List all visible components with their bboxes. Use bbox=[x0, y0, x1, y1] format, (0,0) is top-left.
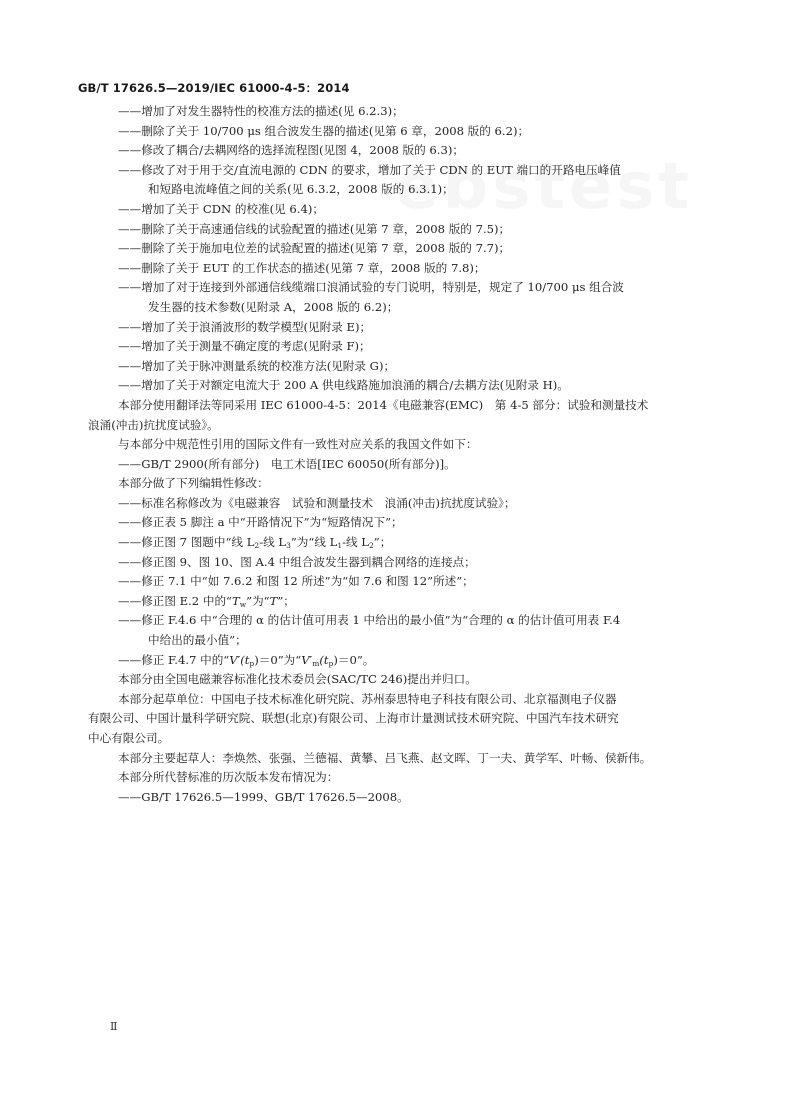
document-body bbox=[88, 102, 728, 807]
text-fragment: -线 L bbox=[259, 535, 287, 550]
subscript: w bbox=[239, 599, 247, 609]
text-fragment: ”； bbox=[277, 593, 295, 608]
paragraph: 本部分起草单位：中国电子技术标准化研究院、苏州泰思特电子科技有限公司、北京福测电子仪器 bbox=[118, 691, 617, 706]
change-item: ——增加了对于连接到外部通信线缆端口浪涌试验的专门说明，特别是，规定了 10/700 μs 组合波 bbox=[118, 280, 624, 295]
edit-item-fig7 bbox=[118, 533, 728, 553]
italic-symbol: T bbox=[231, 593, 240, 608]
edit-item: ——修正 7.1 中“如 7.6.2 和图 12 所述”为“如 7.6 和图 12”所述”； bbox=[118, 574, 474, 589]
edit-item-continuation: 中给出的最小值”； bbox=[148, 633, 247, 648]
paragraph-continuation: 中心有限公司。 bbox=[88, 731, 170, 745]
text-fragment: ”为“线 L bbox=[290, 535, 338, 550]
change-item: ——GB/T 2900(所有部分) 电工术语[IEC 60050(所有部分)]。 bbox=[118, 456, 456, 471]
subscript: p bbox=[328, 658, 334, 668]
change-item: ——删除了关于 10/700 μs 组合波发生器的描述(见第 6 章，2008 版的 6.2)； bbox=[118, 123, 530, 138]
paragraph: 本部分主要起草人：李焕然、张强、兰德福、黄攀、吕飞燕、赵文晖、丁一夫、黄学军、叶畅、侯新伟。 bbox=[118, 750, 652, 765]
paragraph-continuation: 有限公司、中国计量科学研究院、联想(北京)有限公司、上海市计量测试技术研究院、中国汽车技术研究 bbox=[88, 711, 619, 726]
change-item: ——增加了关于 CDN 的校准(见 6.4)； bbox=[118, 201, 324, 216]
edit-item: ——修正图 9、图 10、图 A.4 中组合波发生器到耦合网络的连接点； bbox=[118, 554, 476, 569]
text-fragment: -线 L bbox=[342, 535, 369, 550]
subscript: 2 bbox=[254, 541, 260, 551]
paragraph: 本部分使用翻译法等同采用 IEC 61000-4-5：2014《电磁兼容(EMC) 第 4-5 部分：试验和测量技术 bbox=[118, 397, 649, 412]
subscript: 3 bbox=[286, 541, 291, 551]
paragraph-continuation: 浪涌(冲击)抗扰度试验》。 bbox=[88, 417, 219, 432]
page-number: Ⅱ bbox=[110, 1020, 118, 1033]
subscript: p bbox=[249, 658, 255, 668]
change-item: ——删除了关于 EUT 的工作状态的描述(见第 7 章，2008 版的 7.8)； bbox=[118, 260, 486, 275]
italic-symbol: V′(t bbox=[229, 652, 250, 667]
standard-number-header: GB/T 17626.5—2019/IEC 61000-4-5：2014 bbox=[78, 81, 350, 95]
change-item: ——增加了关于对额定电流大于 200 A 供电线路施加浪涌的耦合/去耦方法(见附录 H)。 bbox=[118, 378, 569, 393]
change-item-continuation: 和短路电流峰值之间的关系(见 6.3.2，2008 版的 6.3.1)； bbox=[148, 182, 454, 197]
paragraph: 本部分做了下列编辑性修改： bbox=[118, 476, 269, 491]
edit-item: ——修正表 5 脚注 a 中“开路情况下”为“短路情况下”； bbox=[118, 515, 403, 530]
paragraph: 与本部分中规范性引用的国际文件有一致性对应关系的我国文件如下： bbox=[118, 437, 478, 452]
italic-symbol: (t bbox=[319, 652, 329, 667]
subscript: m bbox=[312, 658, 320, 668]
edit-item-f47 bbox=[118, 651, 728, 671]
text-fragment: ——修正图 E.2 中的“ bbox=[118, 593, 232, 608]
change-item: ——删除了关于高速通信线的试验配置的描述(见第 7 章，2008 版的 7.5)； bbox=[118, 221, 511, 236]
change-item: ——增加了关于测量不确定度的考虑(见附录 F)； bbox=[118, 339, 371, 354]
change-item: ——增加了关于浪涌波形的数学模型(见附录 E)； bbox=[118, 319, 372, 334]
text-fragment: ——修正 F.4.7 中的“ bbox=[118, 652, 230, 667]
edit-item: ——修正 F.4.6 中“合理的 α 的估计值可用表 1 中给出的最小值”为“合理的 α 的估计值可用表 F.4 bbox=[118, 613, 621, 628]
change-item: ——增加了对发生器特性的校准方法的描述(见 6.2.3)； bbox=[118, 104, 404, 118]
edit-item-e2 bbox=[118, 592, 728, 612]
change-item: ——修改了耦合/去耦网络的选择流程图(见图 4，2008 版的 6.3)； bbox=[118, 143, 464, 158]
text-fragment: )＝0”。 bbox=[333, 652, 375, 667]
text-fragment: ”为“ bbox=[246, 593, 270, 608]
change-item-continuation: 发生器的技术参数(见附录 A，2008 版的 6.2)； bbox=[148, 299, 399, 314]
italic-symbol: T bbox=[269, 593, 278, 608]
paragraph: 本部分所代替标准的历次版本发布情况为： bbox=[118, 770, 339, 785]
text-fragment: ——修正图 7 图题中“线 L bbox=[118, 535, 255, 550]
subscript: 1 bbox=[337, 541, 343, 551]
change-item: ——GB/T 17626.5—1999、GB/T 17626.5—2008。 bbox=[118, 789, 409, 804]
text-fragment: )＝0”为“ bbox=[254, 652, 302, 667]
paragraph: 本部分由全国电磁兼容标准化技术委员会(SAC/TC 246)提出并归口。 bbox=[118, 672, 477, 687]
change-item: ——修改了对于用于交/直流电源的 CDN 的要求，增加了关于 CDN 的 EUT 端口的开路电压峰值 bbox=[118, 162, 621, 177]
subscript: 2 bbox=[369, 541, 374, 551]
italic-symbol: V′ bbox=[301, 652, 313, 667]
change-item: ——删除了关于施加电位差的试验配置的描述(见第 7 章，2008 版的 7.7)； bbox=[118, 241, 511, 256]
edit-item: ——标准名称修改为《电磁兼容 试验和测量技术 浪涌(冲击)抗扰度试验》； bbox=[118, 495, 516, 510]
text-fragment: ”； bbox=[373, 535, 392, 550]
change-item: ——增加了关于脉冲测量系统的校准方法(见附录 G)； bbox=[118, 358, 396, 373]
